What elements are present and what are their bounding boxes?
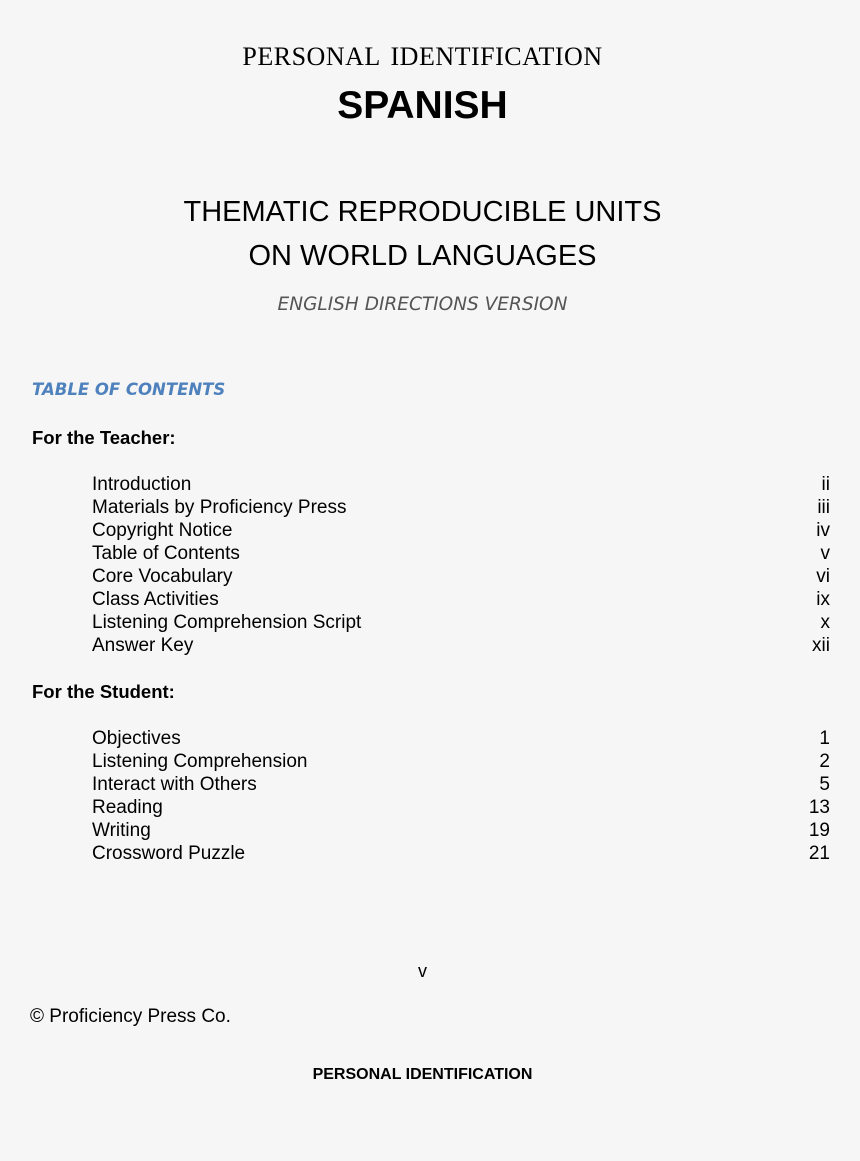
toc-entry-label: Core Vocabulary bbox=[92, 566, 233, 587]
student-section-heading: For the Student: bbox=[32, 681, 175, 702]
toc-entry-label: Writing bbox=[92, 820, 151, 841]
toc-entry-label: Materials by Proficiency Press bbox=[92, 497, 347, 518]
toc-row bbox=[92, 588, 830, 611]
toc-row bbox=[92, 473, 830, 496]
document-title: personal identification bbox=[242, 33, 603, 74]
toc-entry-page: 19 bbox=[808, 820, 830, 841]
toc-row bbox=[92, 796, 830, 819]
toc-row bbox=[92, 634, 830, 657]
student-toc-list bbox=[92, 727, 830, 865]
teacher-section-heading: For the Teacher: bbox=[32, 427, 176, 448]
toc-entry-label: Reading bbox=[92, 797, 163, 818]
running-footer-title: PERSONAL IDENTIFICATION bbox=[312, 1066, 533, 1083]
toc-heading: TABLE OF CONTENTS bbox=[32, 380, 226, 399]
toc-entry-page: 1 bbox=[819, 728, 830, 749]
toc-entry-page: x bbox=[820, 612, 830, 633]
toc-entry-page: ix bbox=[816, 589, 830, 610]
toc-entry-label: Crossword Puzzle bbox=[92, 843, 246, 864]
toc-entry-label: Objectives bbox=[92, 728, 181, 749]
toc-row bbox=[92, 727, 830, 750]
toc-entry-page: xii bbox=[812, 635, 830, 656]
copyright-notice: © Proficiency Press Co. bbox=[30, 1006, 231, 1027]
toc-entry-label: Listening Comprehension Script bbox=[92, 612, 362, 633]
toc-entry-label: Answer Key bbox=[92, 635, 194, 656]
language-title: SPANISH bbox=[337, 84, 508, 127]
toc-entry-label: Copyright Notice bbox=[92, 520, 233, 541]
toc-row bbox=[92, 542, 830, 565]
toc-row bbox=[92, 519, 830, 542]
subtitle-line-1: THEMATIC REPRODUCIBLE UNITS bbox=[183, 196, 662, 228]
toc-row bbox=[92, 819, 830, 842]
toc-row bbox=[92, 611, 830, 634]
toc-row bbox=[92, 496, 830, 519]
toc-entry-page: v bbox=[820, 543, 830, 564]
toc-entry-page: ii bbox=[821, 474, 830, 495]
toc-entry-label: Interact with Others bbox=[92, 774, 257, 795]
toc-entry-page: 5 bbox=[819, 774, 830, 795]
teacher-toc-list bbox=[92, 473, 830, 657]
toc-entry-label: Class Activities bbox=[92, 589, 219, 610]
toc-row bbox=[92, 565, 830, 588]
toc-entry-page: 21 bbox=[808, 843, 830, 864]
toc-entry-page: vi bbox=[816, 566, 830, 587]
toc-entry-page: 13 bbox=[808, 797, 830, 818]
toc-row bbox=[92, 773, 830, 796]
toc-entry-label: Introduction bbox=[92, 474, 192, 495]
toc-entry-page: 2 bbox=[819, 751, 830, 772]
page-number: v bbox=[418, 961, 427, 981]
toc-entry-page: iv bbox=[816, 520, 830, 541]
toc-row bbox=[92, 842, 830, 865]
toc-entry-page: iii bbox=[817, 497, 830, 518]
subtitle-line-2: ON WORLD LANGUAGES bbox=[248, 240, 597, 272]
toc-row bbox=[92, 750, 830, 773]
toc-entry-label: Listening Comprehension bbox=[92, 751, 308, 772]
toc-entry-label: Table of Contents bbox=[92, 543, 240, 564]
version-label: ENGLISH DIRECTIONS VERSION bbox=[277, 294, 568, 315]
